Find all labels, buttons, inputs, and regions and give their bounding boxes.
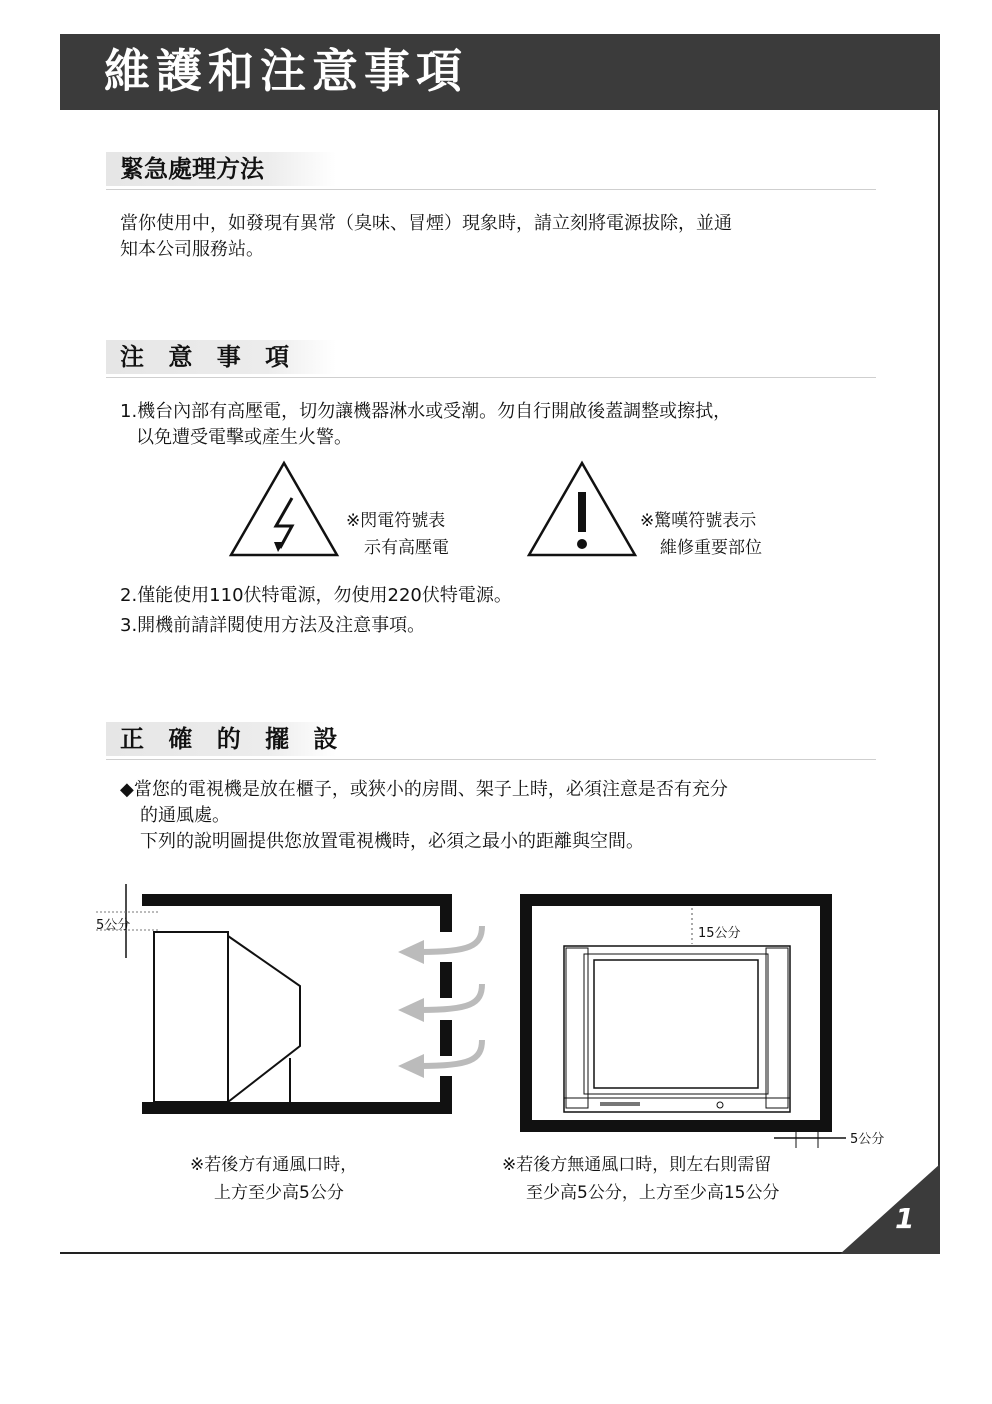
- page-header: [60, 34, 940, 110]
- section-cautions-title: 注 意 事 項: [120, 343, 298, 371]
- section-emergency-heading: [106, 152, 876, 186]
- emergency-text-line2: 知本公司服務站。: [120, 239, 264, 260]
- placement-text-line1: ◆當您的電視機是放在櫃子，或狹小的房間、架子上時，必須注意是否有充分: [120, 779, 728, 800]
- rear-vent-cabinet-diagram: [90, 880, 500, 1130]
- bottom-border-rule: [60, 1252, 940, 1254]
- caution-item1-line1: 1.機台內部有高壓電，切勿讓機器淋水或受潮。勿自行開啟後蓋調整或擦拭，: [120, 401, 732, 422]
- left-top-dimension-label: 5公分: [96, 918, 131, 933]
- exclamation-caption-line2: 維修重要部位: [660, 538, 762, 558]
- section-placement-title: 正 確 的 擺 設: [120, 725, 346, 753]
- exclamation-warning-icon: [526, 460, 638, 558]
- exclamation-caption-line1: ※驚嘆符號表示: [640, 511, 757, 531]
- right-diagram-caption-line1: ※若後方無通風口時，則左右則需留: [502, 1155, 772, 1175]
- left-diagram-caption-line1: ※若後方有通風口時，: [190, 1155, 358, 1175]
- caution-item3: 3.開機前請詳閱使用方法及注意事項。: [120, 615, 426, 636]
- lightning-caption-line1: ※閃電符號表: [346, 511, 446, 531]
- placement-text-line2: 的通風處。: [140, 805, 230, 826]
- placement-text-line3: 下列的說明圖提供您放置電視機時，必須之最小的距離與空間。: [140, 831, 644, 852]
- left-diagram-caption-line2: 上方至少高5公分: [214, 1183, 344, 1203]
- caution-item1-line2: 以免遭受電擊或產生火警。: [136, 427, 352, 448]
- page-corner-tab: [840, 1164, 940, 1254]
- right-side-dimension-label: 5公分: [850, 1132, 885, 1147]
- section-cautions-heading: [106, 340, 876, 374]
- page-number: 1: [895, 1202, 915, 1235]
- section-placement-heading: [106, 722, 876, 756]
- page-title: 維護和注意事項: [104, 44, 468, 98]
- emergency-text-line1: 當你使用中，如發現有異常（臭味、冒煙）現象時，請立刻將電源拔除，並通: [120, 213, 732, 234]
- section-emergency-title: 緊急處理方法: [120, 155, 264, 183]
- lightning-caption-line2: 示有高壓電: [364, 538, 449, 558]
- right-top-dimension-label: 15公分: [698, 926, 741, 941]
- right-border-rule: [938, 110, 940, 1254]
- right-diagram-caption-line2: 至少高5公分，上方至少高15公分: [526, 1183, 780, 1203]
- lightning-warning-icon: [228, 460, 340, 558]
- caution-item2: 2.僅能使用110伏特電源，勿使用220伏特電源。: [120, 585, 512, 606]
